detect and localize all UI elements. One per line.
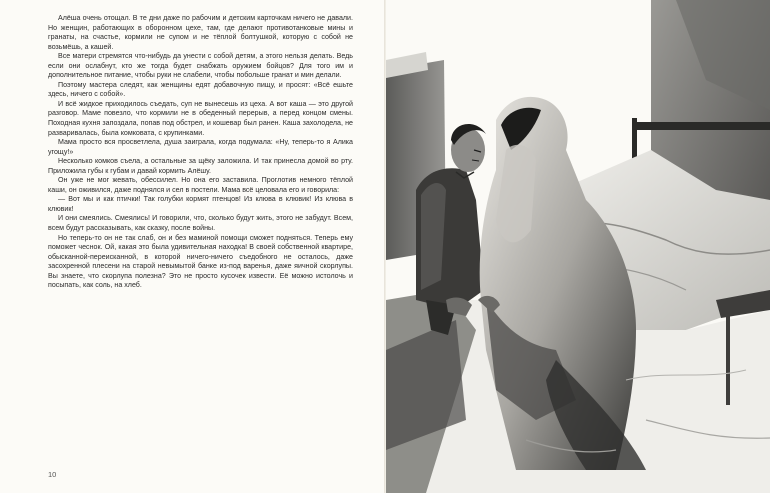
paragraph: Мама просто вся просветлела, душа заиграла, когда подумала: «Ну, теперь-то я Алика угощу!» <box>48 138 353 156</box>
story-text <box>48 14 353 291</box>
illustration-mother-and-child <box>386 0 770 493</box>
paragraph: Несколько комков съела, а остальные за щёку заложила. И так принесла домой во рту. Приложила губы к губам и давай кормить Алёшу. <box>48 157 353 175</box>
paragraph: Алёша очень отощал. В те дни даже по рабочим и детским карточкам ничего не давали. Но женщин, работающих в оборонном цехе, там, где делают противотанковые мины и гранаты, на счастье, кормили не супом и не тёплой болтушкой, которую с собой не возьмёшь, а кашей. <box>48 14 353 51</box>
page-number: 10 <box>48 470 57 479</box>
paragraph: И всё жидкое приходилось съедать, суп не вынесешь из цеха. А вот каша — это другой разговор. Маме повезло, что кормили не в обеденный перерыв, а перед концом смены. Походная кухня запоздала, попав под обстрел, и кошевар был ранен. Каша захолодела, не разваривалась, была комковата, с крупинками. <box>48 99 353 137</box>
paragraph: Он уже не мог жевать, обессилел. Но она его заставила. Проглотив немного тёплой каши, он оживился, даже поднялся и сел в постели. Мама всё целовала его и говорила: <box>48 176 353 194</box>
paragraph: — Вот мы и как птички! Так голубки кормят птенцов! Из клюва в клювик! Из клюва в клювик! <box>48 195 353 213</box>
paragraph: Поэтому мастера следят, как женщины едят добавочную пищу, и просят: «Всё ешьте здесь, ничего с собой». <box>48 80 353 99</box>
paragraph: Но теперь-то он не так слаб, он и без маминой помощи сможет подняться. Теперь ему поможет чеснок. Ой, какая это была удивительная находка! В своей собственной квартире, обысканной-переисканной, в которой ничего-ничего съедобного не осталось, даже засохренной плесени на старой невымытой банке из-под варенья, даже яичной скорлупы. Вы знаете, что скорлупа полезна? Это не просто кусочек извести. Её можно истолочь и посыпать, как соль, на хлеб. <box>48 233 353 290</box>
paragraph: И они смеялись. Смеялись! И говорили, что, сколько будут жить, этого не забудут. Всем, всем будут рассказывать, как сказку, после войны. <box>48 214 353 233</box>
right-page <box>386 0 770 493</box>
paragraph: Все матери стремятся что-нибудь да унести с собой детям, а этого нельзя делать. Ведь если они ослабнут, кто же тогда будет снабжать оружием бойцов? Для того им и дополнительное питание, чтобы руки не слабели, чтобы побольше гранат и мин делали. <box>48 52 353 80</box>
